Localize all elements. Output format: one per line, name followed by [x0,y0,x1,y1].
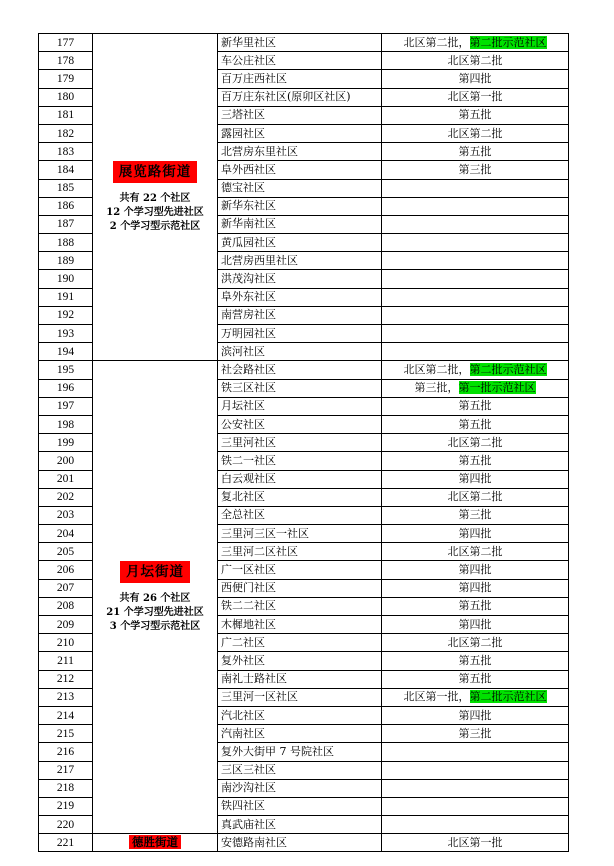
community-name: 百万庄西社区 [218,70,382,88]
row-number: 207 [39,579,93,597]
row-number: 204 [39,525,93,543]
row-number: 197 [39,397,93,415]
row-number: 211 [39,652,93,670]
community-name: 安德路南社区 [218,834,382,852]
row-number: 199 [39,434,93,452]
community-name: 复北社区 [218,488,382,506]
row-number: 208 [39,597,93,615]
batch-text: 北区第一批 [447,835,503,849]
batch-text: 第五批 [458,599,492,613]
community-name: 滨河社区 [218,343,382,361]
community-name: 白云观社区 [218,470,382,488]
row-number: 187 [39,215,93,233]
row-number: 189 [39,252,93,270]
community-name: 阜外东社区 [218,288,382,306]
batch-cell [382,725,569,743]
batch-cell [382,179,569,197]
community-name: 汽北社区 [218,706,382,724]
batch-text: 第四批 [458,71,492,85]
row-number: 206 [39,561,93,579]
row-number: 212 [39,670,93,688]
batch-cell [382,797,569,815]
street-cell [93,361,218,834]
batch-text: 北区第二批， [403,362,470,376]
batch-cell [382,434,569,452]
batch-text: 第四批 [458,581,492,595]
community-name: 复外社区 [218,652,382,670]
street-cell [93,834,218,852]
batch-cell [382,197,569,215]
batch-text: 第四批 [458,526,492,540]
community-name: 真武庙社区 [218,816,382,834]
community-name: 露园社区 [218,124,382,142]
batch-cell [382,779,569,797]
batch-cell [382,816,569,834]
row-number: 182 [39,124,93,142]
street-summary-line3: 3 个学习型示范社区 [109,620,201,632]
community-name: 汽南社区 [218,725,382,743]
community-name: 南礼士路社区 [218,670,382,688]
row-number: 181 [39,106,93,124]
community-name: 北营房西里社区 [218,252,382,270]
batch-text: 第五批 [458,653,492,667]
row-number: 209 [39,616,93,634]
batch-cell [382,652,569,670]
batch-text: 第五批 [458,108,492,122]
row-number: 213 [39,688,93,706]
batch-cell [382,161,569,179]
demo-community-badge: 第二批示范社区 [469,35,547,49]
batch-text: 第五批 [458,672,492,686]
row-number: 188 [39,234,93,252]
community-name: 铁四社区 [218,797,382,815]
batch-text: 北区第二批 [447,435,503,449]
batch-text: 第三批 [458,726,492,740]
batch-text: 北区第二批 [447,544,503,558]
batch-cell [382,306,569,324]
row-number: 200 [39,452,93,470]
community-name: 铁三区社区 [218,379,382,397]
batch-cell [382,270,569,288]
batch-text: 第三批 [458,162,492,176]
community-name: 万明园社区 [218,325,382,343]
batch-cell [382,597,569,615]
row-number: 193 [39,325,93,343]
community-name: 公安社区 [218,415,382,433]
batch-cell [382,670,569,688]
batch-text: 第四批 [458,563,492,577]
batch-cell [382,124,569,142]
community-name: 新华南社区 [218,215,382,233]
street-info [106,161,203,234]
demo-community-badge: 第二批示范社区 [469,362,547,376]
street-summary-line2: 12 个学习型先进社区 [106,206,204,218]
community-name: 广一区社区 [218,561,382,579]
row-number: 191 [39,288,93,306]
community-name: 黄瓜园社区 [218,234,382,252]
batch-cell [382,488,569,506]
row-number: 194 [39,343,93,361]
row-number: 220 [39,816,93,834]
row-number: 202 [39,488,93,506]
batch-cell [382,34,569,52]
batch-text: 北区第二批， [403,35,470,49]
demo-community-badge: 第二批示范社区 [469,690,547,704]
table-row [39,34,569,52]
batch-text: 第三批， [414,381,459,395]
row-number: 186 [39,197,93,215]
street-summary-line1: 共有 22 个社区 [119,192,191,204]
row-number: 196 [39,379,93,397]
row-number: 183 [39,143,93,161]
batch-cell [382,397,569,415]
batch-cell [382,106,569,124]
row-number: 192 [39,306,93,324]
row-number: 178 [39,52,93,70]
row-number: 219 [39,797,93,815]
table-row [39,361,569,379]
row-number: 203 [39,506,93,524]
batch-text: 北区第二批 [447,635,503,649]
community-name: 新华东社区 [218,197,382,215]
batch-cell [382,688,569,706]
community-name: 三塔社区 [218,106,382,124]
batch-text: 第五批 [458,453,492,467]
community-name: 新华里社区 [218,34,382,52]
row-number: 221 [39,834,93,852]
row-number: 177 [39,34,93,52]
batch-cell [382,343,569,361]
batch-cell [382,70,569,88]
row-number: 216 [39,743,93,761]
community-name: 三里河二区社区 [218,543,382,561]
community-name: 三里河三区一社区 [218,525,382,543]
batch-text: 第五批 [458,417,492,431]
community-table [38,33,569,852]
batch-text: 第三批 [458,508,492,522]
batch-cell [382,761,569,779]
row-number: 210 [39,634,93,652]
row-number: 205 [39,543,93,561]
batch-text: 第四批 [458,617,492,631]
batch-text: 第五批 [458,399,492,413]
street-name-label: 月坛街道 [120,561,190,583]
batch-cell [382,634,569,652]
community-name: 三区三社区 [218,761,382,779]
community-name: 阜外西社区 [218,161,382,179]
row-number: 218 [39,779,93,797]
community-name: 三里河一区社区 [218,688,382,706]
batch-cell [382,506,569,524]
community-name: 南沙沟社区 [218,779,382,797]
community-name: 洪茂沟社区 [218,270,382,288]
batch-text: 北区第二批 [447,490,503,504]
row-number: 215 [39,725,93,743]
batch-cell [382,706,569,724]
row-number: 217 [39,761,93,779]
batch-cell [382,579,569,597]
row-number: 179 [39,70,93,88]
batch-cell [382,325,569,343]
community-name: 木樨地社区 [218,616,382,634]
community-name: 百万庄东社区(原卯区社区) [218,88,382,106]
batch-text: 第四批 [458,708,492,722]
row-number: 180 [39,88,93,106]
batch-text: 北区第一批， [403,690,470,704]
batch-text: 第四批 [458,472,492,486]
row-number: 190 [39,270,93,288]
street-cell [93,34,218,361]
community-name: 三里河社区 [218,434,382,452]
street-summary-line2: 21 个学习型先进社区 [106,606,204,618]
community-name: 铁二一社区 [218,452,382,470]
community-name: 全总社区 [218,506,382,524]
batch-cell [382,616,569,634]
community-name: 社会路社区 [218,361,382,379]
batch-cell [382,215,569,233]
street-summary-line1: 共有 26 个社区 [119,592,191,604]
batch-cell [382,234,569,252]
row-number: 201 [39,470,93,488]
community-table-sheet [38,33,568,850]
community-name: 复外大街甲 7 号院社区 [218,743,382,761]
batch-cell [382,143,569,161]
row-number: 195 [39,361,93,379]
street-summary-line3: 2 个学习型示范社区 [109,220,201,232]
batch-cell [382,743,569,761]
batch-cell [382,379,569,397]
community-name: 车公庄社区 [218,52,382,70]
batch-text: 北区第二批 [447,126,503,140]
row-number: 198 [39,415,93,433]
batch-text: 北区第一批 [447,90,503,104]
batch-cell [382,561,569,579]
row-number: 214 [39,706,93,724]
row-number: 184 [39,161,93,179]
street-info [129,835,181,850]
batch-cell [382,252,569,270]
community-name: 南营房社区 [218,306,382,324]
batch-text: 北区第二批 [447,53,503,67]
batch-cell [382,288,569,306]
table-row [39,834,569,852]
community-name: 德宝社区 [218,179,382,197]
batch-cell [382,470,569,488]
batch-text: 第五批 [458,144,492,158]
batch-cell [382,834,569,852]
community-name: 广二社区 [218,634,382,652]
street-name-label: 展览路街道 [113,161,198,183]
batch-cell [382,88,569,106]
batch-cell [382,525,569,543]
batch-cell [382,52,569,70]
batch-cell [382,543,569,561]
community-name: 西便门社区 [218,579,382,597]
community-name: 铁二二社区 [218,597,382,615]
street-name-label: 德胜街道 [129,835,181,849]
batch-cell [382,452,569,470]
batch-cell [382,415,569,433]
demo-community-badge: 第一批示范社区 [458,381,536,395]
street-info [106,561,203,634]
community-name: 北营房东里社区 [218,143,382,161]
batch-cell [382,361,569,379]
community-name: 月坛社区 [218,397,382,415]
row-number: 185 [39,179,93,197]
